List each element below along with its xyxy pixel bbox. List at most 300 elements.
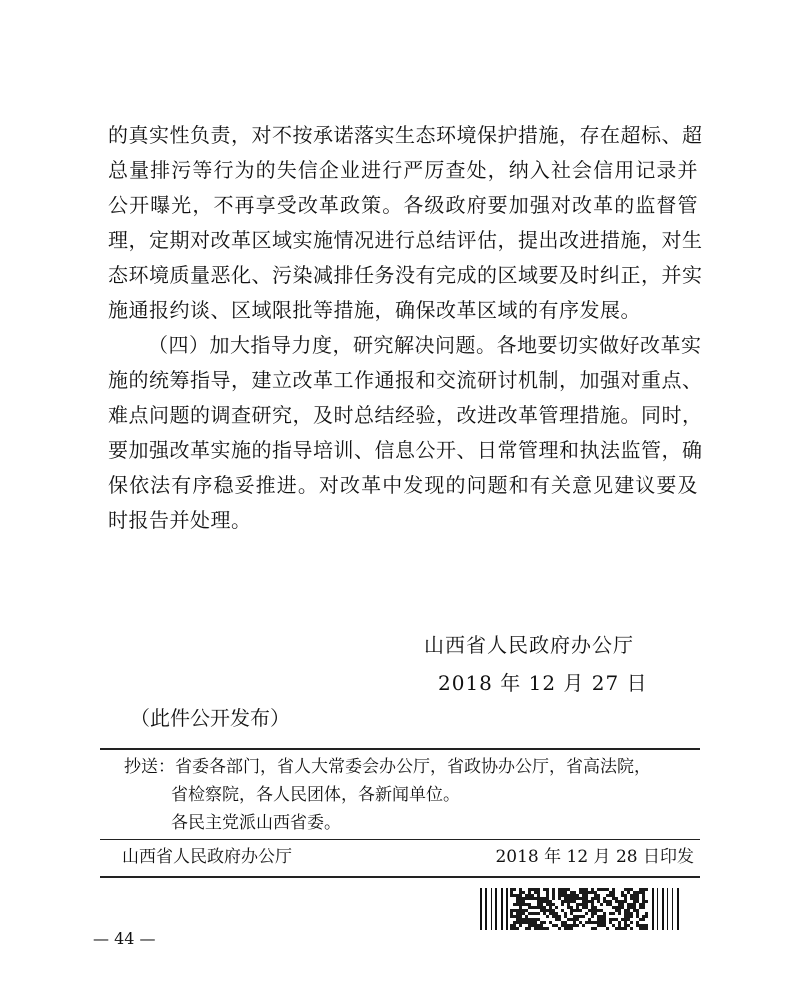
barcode-cell (639, 918, 642, 921)
barcode-cell (582, 891, 585, 894)
barcode-cell (609, 891, 612, 894)
barcode-bar (495, 888, 497, 930)
barcode-cell (609, 903, 612, 906)
barcode-cell (567, 900, 570, 903)
barcode-cell (576, 909, 579, 912)
barcode-cell (552, 894, 555, 897)
barcode-cell (591, 912, 594, 915)
barcode-bar (672, 888, 673, 930)
barcode-bar (485, 888, 487, 930)
footer-top-rule (100, 839, 700, 840)
barcode-cell (573, 918, 576, 921)
barcode-cell (543, 927, 546, 930)
barcode-cell (513, 924, 516, 927)
barcode-cell (624, 909, 627, 912)
barcode-cell (573, 900, 576, 903)
barcode-cell (537, 924, 540, 927)
barcode-cell (558, 888, 561, 891)
barcode-cell (522, 903, 525, 906)
barcode-cell (528, 912, 531, 915)
barcode-cell (642, 903, 645, 906)
barcode-cell (519, 921, 522, 924)
barcode-cell (549, 906, 552, 909)
barcode-cell (555, 918, 558, 921)
public-release-note: （此件公开发布） (130, 706, 290, 730)
barcode-cell (618, 909, 621, 912)
barcode-cell (534, 897, 537, 900)
barcode-cell (516, 927, 519, 930)
barcode-cell (588, 900, 591, 903)
barcode-cell (630, 903, 633, 906)
footer-bottom-rule (100, 876, 700, 878)
barcode-cell (600, 924, 603, 927)
barcode-cell (576, 924, 579, 927)
barcode-cell (645, 915, 648, 918)
barcode-cell (642, 888, 645, 891)
barcode-cell (531, 888, 534, 891)
signature-organization: 山西省人民政府办公厅 (424, 633, 634, 657)
barcode-cell (621, 894, 624, 897)
barcode-cell (627, 924, 630, 927)
body-line: 态环境质量恶化、污染减排任务没有完成的区域要及时纠正，并实 (108, 263, 703, 287)
barcode-cell (624, 924, 627, 927)
barcode-cell (522, 891, 525, 894)
barcode-cell (522, 900, 525, 903)
barcode-cell (564, 915, 567, 918)
barcode-cell (615, 897, 618, 900)
barcode-cell (573, 921, 576, 924)
barcode-cell (627, 915, 630, 918)
barcode-cell (561, 894, 564, 897)
barcode-cell (633, 897, 636, 900)
barcode-cell (552, 903, 555, 906)
barcode-cell (534, 924, 537, 927)
barcode-cell (516, 900, 519, 903)
barcode-cell (603, 900, 606, 903)
barcode-bar (506, 888, 508, 930)
barcode-cell (525, 921, 528, 924)
barcode-cell (612, 912, 615, 915)
barcode-cell (519, 906, 522, 909)
barcode-cell (603, 924, 606, 927)
barcode-cell (552, 891, 555, 894)
barcode-cell (615, 918, 618, 921)
barcode-cell (567, 897, 570, 900)
barcode-cell (609, 921, 612, 924)
barcode-cell (582, 900, 585, 903)
barcode-cell (594, 894, 597, 897)
barcode-cell (636, 897, 639, 900)
barcode-cell (537, 912, 540, 915)
barcode-cell (618, 921, 621, 924)
barcode-cell (543, 900, 546, 903)
barcode-cell (570, 924, 573, 927)
barcode-cell (543, 906, 546, 909)
barcode-cell (546, 894, 549, 897)
barcode-cell (546, 927, 549, 930)
barcode-cell (579, 909, 582, 912)
barcode-cell (624, 912, 627, 915)
barcode-cell (510, 891, 513, 894)
barcode-cell (612, 891, 615, 894)
barcode-cell (591, 903, 594, 906)
barcode-cell (585, 891, 588, 894)
barcode-cell (519, 918, 522, 921)
barcode-cell (609, 900, 612, 903)
barcode-cell (582, 894, 585, 897)
barcode-cell (591, 888, 594, 891)
barcode-cell (564, 924, 567, 927)
barcode-cell (561, 924, 564, 927)
print-date: 2018 年 12 月 28 日印发 (495, 847, 694, 867)
barcode-cell (531, 894, 534, 897)
barcode-bar (667, 888, 668, 930)
barcode-cell (510, 915, 513, 918)
barcode-cell (552, 912, 555, 915)
barcode-cell (585, 894, 588, 897)
barcode-cell (633, 891, 636, 894)
barcode-cell (540, 903, 543, 906)
barcode-cell (543, 888, 546, 891)
barcode-cell (564, 888, 567, 891)
barcode-cell (594, 912, 597, 915)
barcode-cell (513, 903, 516, 906)
barcode-cell (576, 897, 579, 900)
barcode-cell (546, 900, 549, 903)
barcode-cell (537, 918, 540, 921)
barcode-cell (597, 924, 600, 927)
barcode-cell (642, 897, 645, 900)
barcode-cell (585, 900, 588, 903)
barcode-cell (570, 894, 573, 897)
barcode-cell (546, 909, 549, 912)
barcode-cell (618, 903, 621, 906)
barcode-cell (645, 888, 648, 891)
barcode-bar (491, 888, 492, 930)
barcode-cell (561, 921, 564, 924)
barcode-cell (534, 918, 537, 921)
body-line: 时报告并处理。 (108, 508, 252, 532)
barcode-cell (627, 891, 630, 894)
barcode-cell (597, 900, 600, 903)
barcode-cell (579, 888, 582, 891)
barcode-cell (576, 906, 579, 909)
barcode-cell (519, 888, 522, 891)
barcode-cell (639, 888, 642, 891)
barcode-cell (624, 900, 627, 903)
barcode-cell (537, 900, 540, 903)
barcode-cell (612, 894, 615, 897)
barcode-cell (531, 906, 534, 909)
barcode-cell (624, 927, 627, 930)
barcode-cell (516, 915, 519, 918)
barcode-cell (510, 888, 513, 891)
barcode-cell (528, 903, 531, 906)
barcode-cell (540, 906, 543, 909)
barcode-cell (582, 915, 585, 918)
barcode-cell (588, 909, 591, 912)
barcode-cell (597, 921, 600, 924)
barcode-cell (606, 894, 609, 897)
barcode-cell (510, 927, 513, 930)
barcode-cell (615, 900, 618, 903)
barcode-cell (573, 915, 576, 918)
barcode-cell (621, 927, 624, 930)
body-text (108, 118, 703, 538)
barcode-cell (633, 900, 636, 903)
barcode-cell (615, 906, 618, 909)
barcode-cell (591, 906, 594, 909)
barcode-cell (582, 888, 585, 891)
barcode-cell (627, 909, 630, 912)
barcode-cell (516, 918, 519, 921)
barcode-cell (522, 912, 525, 915)
barcode-cell (540, 909, 543, 912)
barcode-cell (561, 900, 564, 903)
barcode-bar (652, 888, 654, 930)
barcode-cell (621, 891, 624, 894)
barcode-cell (621, 906, 624, 909)
barcode-cell (618, 927, 621, 930)
barcode-cell (570, 909, 573, 912)
barcode-cell (618, 906, 621, 909)
barcode-cell (525, 927, 528, 930)
barcode-cell (645, 924, 648, 927)
barcode-cell (624, 915, 627, 918)
barcode-cell (519, 903, 522, 906)
barcode-cell (537, 903, 540, 906)
barcode-cell (522, 909, 525, 912)
barcode-cell (645, 927, 648, 930)
barcode-cell (630, 912, 633, 915)
barcode-cell (576, 918, 579, 921)
barcode-cell (528, 918, 531, 921)
barcode-cell (600, 909, 603, 912)
barcode-cell (627, 906, 630, 909)
barcode-cell (558, 894, 561, 897)
barcode-cell (615, 909, 618, 912)
barcode-cell (645, 900, 648, 903)
barcode-cell (642, 906, 645, 909)
barcode-cell (585, 888, 588, 891)
page-number: — 44 — (93, 929, 156, 948)
barcode-cell (639, 906, 642, 909)
barcode-cell (582, 924, 585, 927)
barcode-cell (579, 915, 582, 918)
barcode-cell (543, 921, 546, 924)
barcode-cell (636, 900, 639, 903)
barcode-cell (591, 927, 594, 930)
barcode-cell (549, 909, 552, 912)
barcode-cell (513, 915, 516, 918)
barcode-cell (519, 894, 522, 897)
barcode-cell (555, 924, 558, 927)
barcode-cell (582, 903, 585, 906)
barcode-cell (570, 897, 573, 900)
barcode-cell (513, 888, 516, 891)
barcode-cell (570, 912, 573, 915)
barcode-cell (606, 903, 609, 906)
barcode-cell (528, 894, 531, 897)
barcode-cell (612, 888, 615, 891)
barcode-cell (636, 924, 639, 927)
barcode-cell (603, 912, 606, 915)
barcode-cell (552, 909, 555, 912)
barcode-cell (567, 906, 570, 909)
barcode-bar (662, 888, 664, 930)
barcode-cell (618, 912, 621, 915)
barcode-cell (594, 897, 597, 900)
body-line: 施的统筹指导，建立改革工作通报和交流研讨机制，加强对重点、 (108, 368, 703, 392)
barcode-cell (522, 897, 525, 900)
barcode-cell (594, 906, 597, 909)
body-line: 施通报约谈、区域限批等措施，确保改革区域的有序发展。 (108, 298, 641, 322)
barcode-cell (624, 894, 627, 897)
barcode-cell (582, 897, 585, 900)
barcode-cell (516, 903, 519, 906)
barcode-cell (591, 915, 594, 918)
barcode-cell (600, 903, 603, 906)
body-line: 的真实性负责，对不按承诺落实生态环境保护措施，存在超标、超 (108, 123, 703, 147)
barcode-cell (573, 891, 576, 894)
barcode-cell (630, 915, 633, 918)
barcode-cell (633, 906, 636, 909)
barcode-cell (528, 891, 531, 894)
barcode-cell (597, 888, 600, 891)
barcode-cell (642, 894, 645, 897)
barcode-cell (543, 897, 546, 900)
barcode-cell (570, 891, 573, 894)
barcode-cell (549, 912, 552, 915)
body-line: 保依法有序稳妥推进。对改革中发现的问题和有关意见建议要及 (108, 473, 698, 497)
barcode-cell (591, 897, 594, 900)
barcode-cell (570, 900, 573, 903)
issuer-name: 山西省人民政府办公厅 (122, 847, 292, 867)
barcode-cell (513, 921, 516, 924)
barcode-cell (642, 924, 645, 927)
barcode-cell (540, 921, 543, 924)
barcode-cell (642, 891, 645, 894)
barcode-cell (630, 921, 633, 924)
barcode-cell (573, 897, 576, 900)
barcode-cell (618, 924, 621, 927)
barcode-cell (585, 906, 588, 909)
barcode-cell (636, 912, 639, 915)
barcode-cell (600, 888, 603, 891)
barcode-cell (558, 897, 561, 900)
barcode-cell (594, 909, 597, 912)
barcode-cell (624, 897, 627, 900)
barcode-cell (576, 894, 579, 897)
barcode-cell (513, 894, 516, 897)
barcode-cell (615, 927, 618, 930)
barcode-cell (546, 891, 549, 894)
barcode-cell (555, 915, 558, 918)
barcode-cell (558, 927, 561, 930)
barcode-cell (564, 912, 567, 915)
body-line: 理，定期对改革区域实施情况进行总结评估，提出改进措施，对生 (108, 228, 703, 252)
barcode-cell (525, 918, 528, 921)
barcode-cell (558, 891, 561, 894)
barcode-cell (516, 894, 519, 897)
barcode-cell (519, 915, 522, 918)
issue-footer (100, 843, 700, 871)
barcode-cell (540, 927, 543, 930)
barcode-cell (597, 915, 600, 918)
barcode-cell (519, 924, 522, 927)
barcode-cell (555, 912, 558, 915)
barcode-cell (642, 918, 645, 921)
barcode-cell (513, 909, 516, 912)
barcode-cell (537, 927, 540, 930)
barcode-cell (531, 918, 534, 921)
barcode-cell (588, 918, 591, 921)
barcode-cell (585, 903, 588, 906)
barcode-cell (537, 891, 540, 894)
barcode-cell (627, 903, 630, 906)
signature-date: 2018 年 12 月 27 日 (438, 671, 648, 695)
barcode-cell (549, 900, 552, 903)
barcode-cell (540, 897, 543, 900)
barcode-cell (588, 891, 591, 894)
barcode-cell (630, 894, 633, 897)
barcode-cell (516, 897, 519, 900)
barcode-cell (510, 909, 513, 912)
barcode-cell (603, 918, 606, 921)
barcode-cell (612, 924, 615, 927)
barcode-cell (543, 909, 546, 912)
barcode-cell (609, 894, 612, 897)
barcode-cell (546, 897, 549, 900)
barcode-cell (600, 921, 603, 924)
barcode-cell (552, 897, 555, 900)
barcode-cell (636, 921, 639, 924)
barcode-cell (531, 921, 534, 924)
barcode-cell (579, 897, 582, 900)
cc-line: 各民主党派山西省委。 (171, 813, 341, 833)
barcode-cell (591, 909, 594, 912)
barcode-cell (528, 927, 531, 930)
barcode-cell (603, 915, 606, 918)
barcode-cell (600, 918, 603, 921)
barcode-cell (579, 903, 582, 906)
barcode-cell (552, 915, 555, 918)
barcode-cell (516, 909, 519, 912)
barcode-cell (528, 888, 531, 891)
body-line: 总量排污等行为的失信企业进行严厉查处，纳入社会信用记录并 (108, 158, 698, 182)
barcode-cell (603, 888, 606, 891)
barcode-cell (558, 915, 561, 918)
barcode-cell (642, 900, 645, 903)
barcode-cell (549, 921, 552, 924)
barcode-cell (555, 906, 558, 909)
cc-top-rule (100, 748, 700, 750)
barcode-cell (534, 906, 537, 909)
barcode-cell (564, 927, 567, 930)
barcode-cell (624, 888, 627, 891)
barcode-cell (513, 927, 516, 930)
barcode-cell (528, 906, 531, 909)
barcode-cell (525, 915, 528, 918)
barcode-cell (510, 894, 513, 897)
barcode-cell (519, 909, 522, 912)
barcode-cell (597, 897, 600, 900)
barcode-cell (588, 921, 591, 924)
section-heading-line: （四）加大指导力度，研究解决问题。各地要切实做好改革实 (148, 333, 702, 357)
barcode-cell (579, 891, 582, 894)
barcode-cell (609, 918, 612, 921)
barcode-cell (594, 921, 597, 924)
